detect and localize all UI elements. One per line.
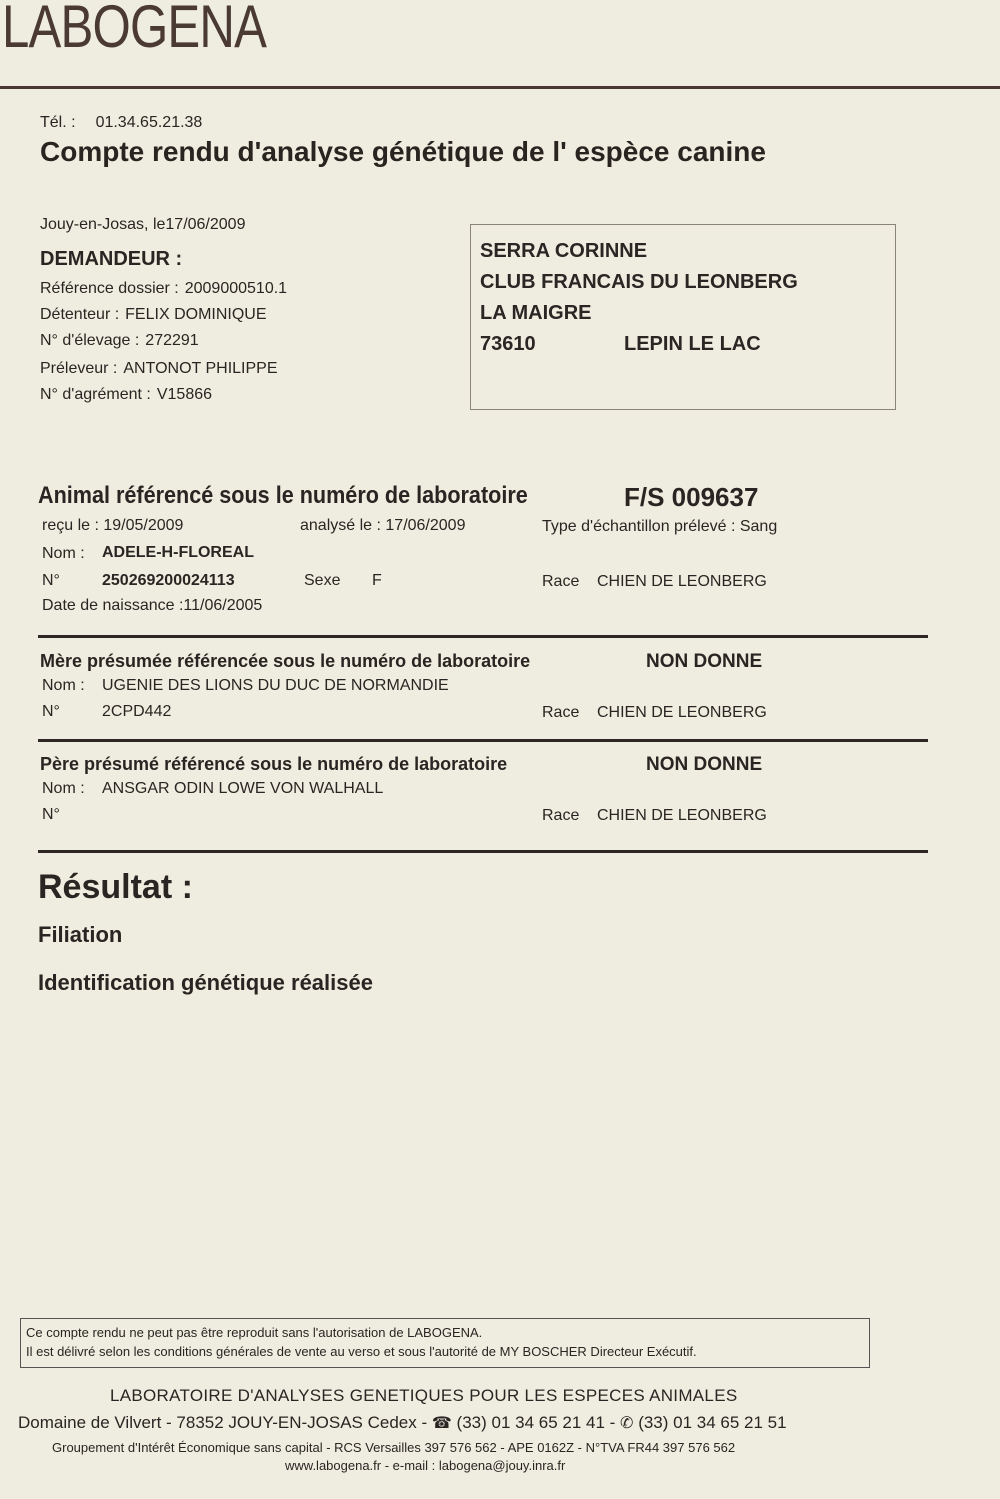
animal-sexe-label: Sexe [304,572,341,589]
field-value: 272291 [145,332,199,349]
animal-race-label: Race [542,573,580,590]
footer-address-line [18,1413,787,1433]
resultat-identification: Identification génétique réalisée [38,970,373,995]
footer-address: Domaine de Vilvert - 78352 JOUY-EN-JOSAS Cedex - [18,1413,428,1432]
animal-nom-label: Nom : [42,545,85,562]
footer-lab-name: LABORATOIRE D'ANALYSES GENETIQUES POUR LES ESPECES ANIMALES [110,1386,738,1405]
resultat-filiation: Filiation [38,922,123,947]
analyse-field [300,517,465,535]
preleveur-row [40,360,278,378]
tel-value: 01.34.65.21.38 [95,114,203,131]
field-value: ANTONOT PHILIPPE [123,360,278,377]
mere-race-label: Race [542,704,580,721]
mere-race-value: CHIEN DE LEONBERG [597,704,767,721]
fax-icon: ✆ [620,1415,634,1432]
tel-label: Tél. : [40,114,76,131]
field-value: 17/06/2009 [385,517,466,534]
field-label: N° d'agrément : [40,386,151,403]
naissance-field [42,597,262,615]
section-divider [38,850,928,853]
animal-num-value: 250269200024113 [102,572,235,589]
field-value: 19/05/2009 [103,517,184,534]
phone-icon: ☎ [431,1415,452,1432]
animal-heading: Animal référencé sous le numéro de laboratoire [38,482,528,509]
address-line-3: LA MAIGRE [480,302,592,324]
animal-race-value: CHIEN DE LEONBERG [597,573,767,590]
animal-lab-number: F/S 009637 [624,482,759,512]
field-label: Détenteur : [40,306,120,323]
field-label: N° d'élevage : [40,332,140,349]
field-label: analysé le : [300,517,381,534]
field-value: Sang [739,518,778,535]
elevage-row [40,332,199,350]
field-label: Préleveur : [40,360,118,377]
footer-web: www.labogena.fr - e-mail : labogena@jouy.inra.fr [285,1458,566,1473]
footer-notice-1: Ce compte rendu ne peut pas être reproduit sans l'autorisation de LABOGENA. [26,1325,483,1340]
pere-num-label: N° [42,806,60,823]
field-value: 2009000510.1 [184,280,288,297]
pere-heading: Père présumé référencé sous le numéro de laboratoire [40,754,508,774]
mere-heading: Mère présumée référencée sous le numéro de laboratoire [40,651,531,671]
pere-nom-label: Nom : [42,780,85,797]
section-divider [38,739,928,742]
mere-num-label: N° [42,703,60,720]
detenteur-row [40,306,267,324]
footer-phone: (33) 01 34 65 21 41 - [456,1413,616,1432]
agrement-row [40,386,212,404]
animal-sexe-value: F [372,572,382,589]
field-value: FELIX DOMINIQUE [125,306,267,323]
telephone-line [40,114,202,132]
field-value: V15866 [156,386,213,403]
header-divider [0,86,1000,89]
footer-notice-2: Il est délivré selon les conditions générales de vente au verso et sous l'autorité de MY BOSCHER Directeur Exécutif. [26,1344,697,1359]
section-divider [38,635,928,638]
footer-fax: (33) 01 34 65 21 51 [638,1413,787,1432]
pere-race-value: CHIEN DE LEONBERG [597,807,767,824]
reference-dossier-row [40,280,287,298]
document-title: Compte rendu d'analyse génétique de l' espèce canine [40,136,766,167]
recu-field [42,517,183,535]
demandeur-heading: DEMANDEUR : [40,248,183,270]
address-line-2: CLUB FRANCAIS DU LEONBERG [480,271,798,293]
field-label: Référence dossier : [40,280,179,297]
field-label: reçu le : [42,517,99,534]
pere-race-label: Race [542,807,580,824]
pere-nom-value: ANSGAR ODIN LOWE VON WALHALL [102,780,384,797]
pere-lab-number: NON DONNE [646,754,763,775]
address-city: LEPIN LE LAC [624,333,761,355]
resultat-heading: Résultat : [38,868,193,906]
field-label: Type d'échantillon prélevé : [542,518,736,535]
echantillon-field [542,518,777,536]
field-label: Date de naissance : [42,597,184,614]
animal-nom-value: ADELE-H-FLOREAL [102,544,254,561]
logo: LABOGENA [2,0,267,60]
address-postcode: 73610 [480,333,536,355]
mere-nom-value: UGENIE DES LIONS DU DUC DE NORMANDIE [102,677,449,694]
footer-legal: Groupement d'Intérêt Économique sans capital - RCS Versailles 397 576 562 - APE 0162Z - N°TVA FR44 397 576 562 [52,1440,736,1455]
date-line: Jouy-en-Josas, le17/06/2009 [40,216,246,233]
field-value: 11/06/2005 [183,597,263,614]
mere-lab-number: NON DONNE [646,651,763,672]
mere-num-value: 2CPD442 [102,703,172,720]
mere-nom-label: Nom : [42,677,85,694]
address-line-1: SERRA CORINNE [480,240,648,262]
animal-num-label: N° [42,572,60,589]
